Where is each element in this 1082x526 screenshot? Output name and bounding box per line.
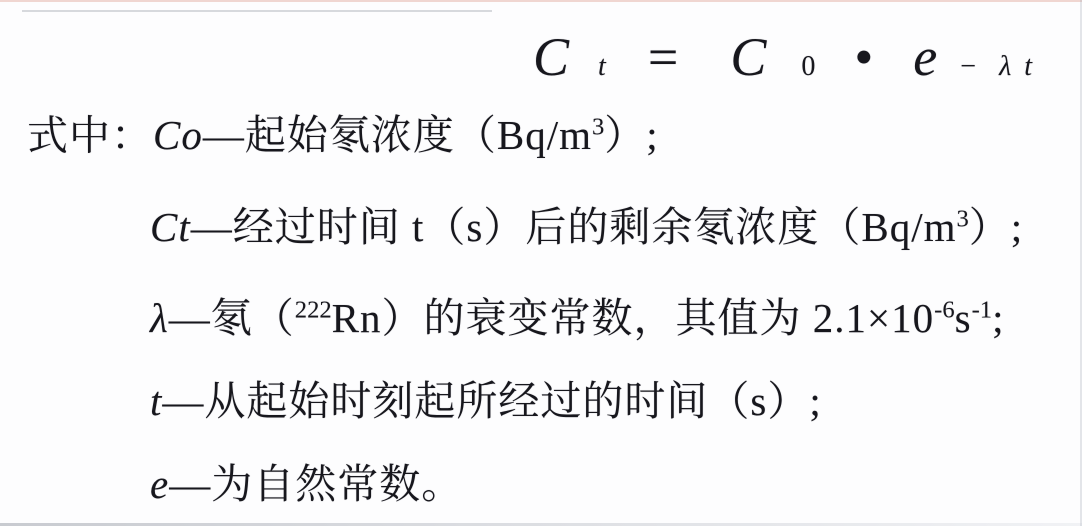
definition-text-ct: Ct—经过时间 t（s）后的剩余氡浓度$(Bq/m^3)$; <box>150 203 1024 250</box>
definition-text-co: Co—起始氡浓度$(Bq/m^3)$; <box>153 112 659 159</box>
definition-line <box>27 360 1072 443</box>
definition-line <box>27 86 1072 177</box>
definition-text-e: e—为自然常数。 <box>150 460 464 507</box>
definition-text-t: t—从起始时刻起所经过的时间（s）; <box>150 377 822 424</box>
definition-line <box>27 443 1072 526</box>
where-label: 式中： <box>27 112 153 159</box>
definition-line <box>27 269 1072 360</box>
definitions-block <box>27 86 1072 526</box>
radon-decay-formula: C t = C 0 • e − λ t <box>533 27 1033 87</box>
faint-ruling-line <box>22 10 492 12</box>
page-top-edge-line <box>0 0 1082 2</box>
definition-text-lambda: λ—氡（$^{222}$Rn）的衰变常数，其值为 $2.1\times 10^{-6}s^{-1}$; <box>150 294 1005 341</box>
definition-line <box>27 177 1072 268</box>
